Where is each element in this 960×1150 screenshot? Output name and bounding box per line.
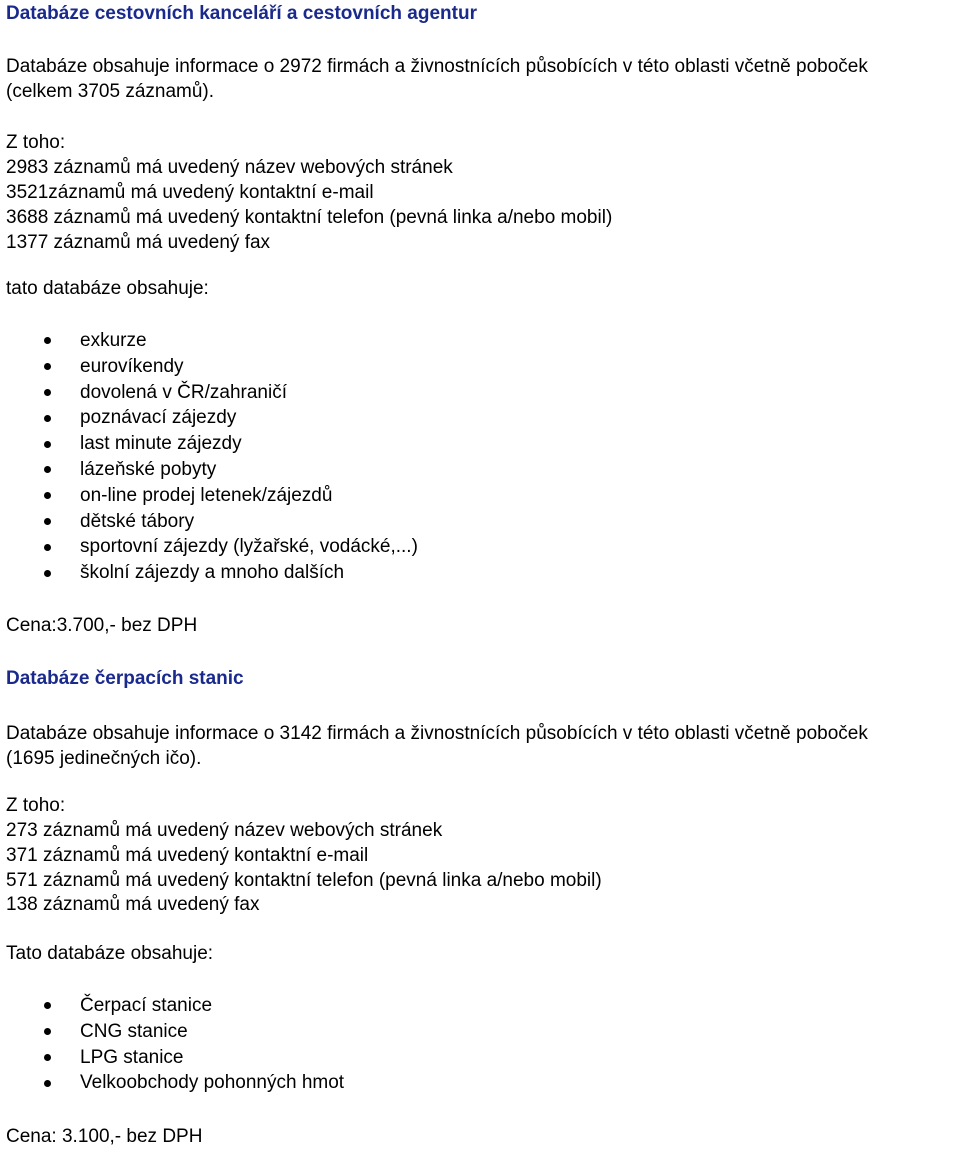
intro-line: Databáze obsahuje informace o 2972 firmách a živnostnících působících v této oblasti včetně poboček (6, 56, 868, 77)
bullet-icon (44, 466, 51, 473)
list-item (6, 405, 906, 431)
list-item-label: Velkoobchody pohonných hmot (80, 1072, 345, 1094)
list-item-label: CNG stanice (80, 1020, 188, 1042)
list-item (6, 457, 906, 483)
contains-label: tato databáze obsahuje: (6, 278, 209, 299)
list-item (6, 328, 906, 354)
list-item (6, 509, 906, 535)
list-item (6, 1045, 906, 1071)
stat-line: 138 záznamů má uvedený fax (6, 894, 260, 915)
list-item (6, 483, 906, 509)
list-item-label: on-line prodej letenek/zájezdů (80, 484, 333, 506)
of-which-label: Z toho: (6, 795, 66, 816)
bullet-icon (44, 492, 51, 499)
list-item (6, 1070, 906, 1096)
bullet-icon (44, 337, 51, 344)
intro-line: Databáze obsahuje informace o 3142 firmách a živnostnících působících v této oblasti včetně poboček (6, 723, 868, 744)
bullet-icon (44, 363, 51, 370)
bullet-icon (44, 570, 51, 577)
of-which-label: Z toho: (6, 132, 66, 153)
price: Cena:3.700,- bez DPH (6, 615, 198, 636)
list-item-label: sportovní zájezdy (lyžařské, vodácké,...) (80, 536, 418, 558)
list-item-label: poznávací zájezdy (80, 407, 237, 429)
list-item-label: Čerpací stanice (80, 995, 213, 1016)
bullet-icon (44, 1080, 51, 1087)
bullet-icon (44, 1002, 51, 1009)
list-item (6, 354, 906, 380)
feature-list (6, 993, 906, 1096)
list-item (6, 993, 906, 1019)
bullet-icon (44, 1028, 51, 1035)
list-item (6, 534, 906, 560)
stat-line: 371 záznamů má uvedený kontaktní e-mail (6, 845, 369, 866)
list-item-label: eurovíkendy (80, 355, 184, 377)
list-item-label: lázeňské pobyty (80, 458, 217, 480)
stat-line: 3521záznamů má uvedený kontaktní e-mail (6, 182, 374, 203)
stat-line: 571 záznamů má uvedený kontaktní telefon (pevná linka a/nebo mobil) (6, 870, 602, 891)
intro-line: (celkem 3705 záznamů). (6, 81, 215, 102)
bullet-icon (44, 518, 51, 525)
section-title: Databáze cestovních kanceláří a cestovních agentur (6, 3, 477, 24)
list-item (6, 1019, 906, 1045)
bullet-icon (44, 415, 51, 422)
stat-line: 1377 záznamů má uvedený fax (6, 232, 271, 253)
contains-label: Tato databáze obsahuje: (6, 943, 214, 964)
list-item (6, 560, 906, 586)
list-item-label: last minute zájezdy (80, 433, 242, 455)
list-item-label: dětské tábory (80, 510, 195, 532)
list-item-label: LPG stanice (80, 1046, 184, 1068)
bullet-icon (44, 441, 51, 448)
feature-list (6, 328, 906, 586)
bullet-icon (44, 389, 51, 396)
list-item-label: exkurze (80, 330, 147, 351)
list-item-label: dovolená v ČR/zahraničí (80, 381, 287, 403)
stat-line: 273 záznamů má uvedený název webových stránek (6, 820, 443, 841)
bullet-icon (44, 1054, 51, 1061)
intro-line: (1695 jedinečných ičo). (6, 748, 202, 769)
list-item-label: školní zájezdy a mnoho dalších (80, 562, 345, 584)
stat-line: 3688 záznamů má uvedený kontaktní telefon (pevná linka a/nebo mobil) (6, 207, 613, 228)
section-title: Databáze čerpacích stanic (6, 668, 244, 689)
price: Cena: 3.100,- bez DPH (6, 1126, 203, 1147)
stat-line: 2983 záznamů má uvedený název webových stránek (6, 157, 453, 178)
bullet-icon (44, 544, 51, 551)
list-item (6, 431, 906, 457)
list-item (6, 380, 906, 406)
